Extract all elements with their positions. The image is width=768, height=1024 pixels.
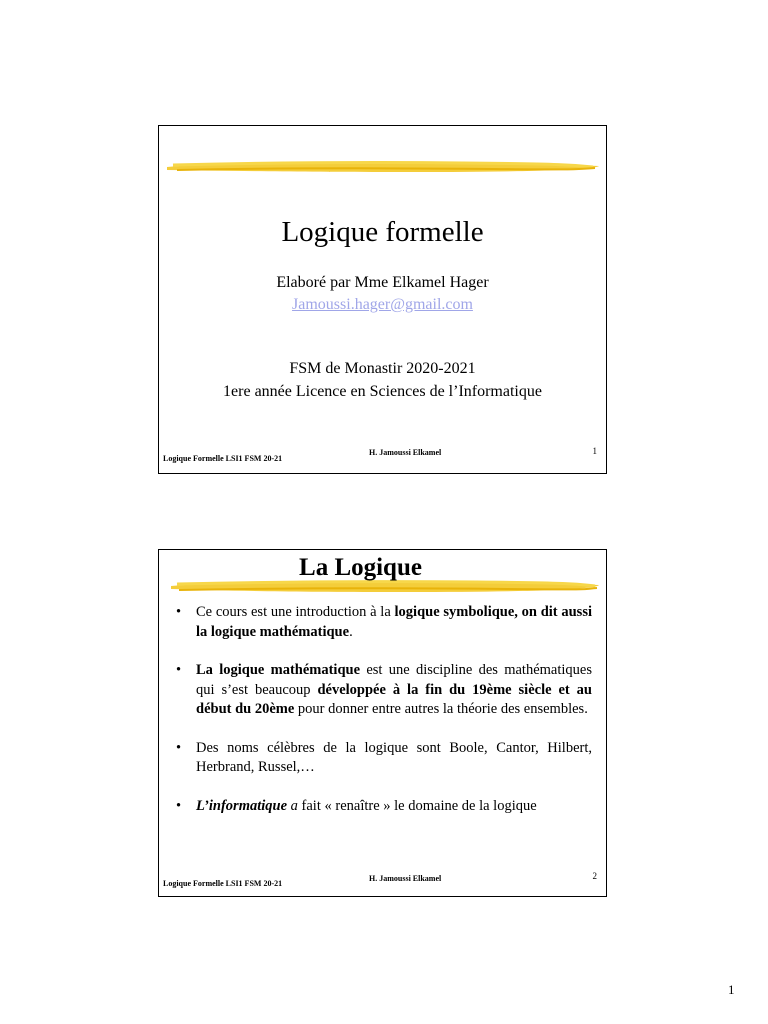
bullet-list	[175, 603, 592, 835]
author-line: Elaboré par Mme Elkamel Hager	[276, 274, 489, 291]
bullet-icon: •	[176, 604, 182, 620]
bullet-icon: •	[176, 797, 182, 814]
program-line: 1ere année Licence en Sciences de l’Informatique	[223, 383, 542, 400]
slide-1	[158, 125, 607, 474]
slide-title: Logique formelle	[281, 216, 484, 248]
institution-line: FSM de Monastir 2020-2021	[289, 360, 476, 377]
footer-author: H. Jamoussi Elkamel	[369, 448, 442, 457]
page-number: 1	[728, 982, 735, 997]
slide-number: 1	[592, 446, 597, 456]
footer-course: Logique Formelle LSI1 FSM 20-21	[163, 879, 283, 888]
bullet-item: • L’informatique a fait « renaître » le domaine de la logique	[175, 797, 592, 817]
yellow-brush-stroke	[163, 156, 603, 178]
slide-title: La Logique	[299, 554, 422, 581]
footer-course: Logique Formelle LSI1 FSM 20-21	[163, 454, 283, 463]
bullet-item: • La logique mathématique est une discipline des mathématiques qui s’est beaucoup développée à la fin du 19ème siècle et au début du 20ème pour donner entre autres la théorie des ensembles.	[176, 662, 593, 717]
email-link[interactable]: Jamoussi.hager@gmail.com	[292, 296, 473, 313]
footer-author: H. Jamoussi Elkamel	[369, 874, 442, 883]
slide-2	[158, 549, 607, 897]
bullet-item: • Ce cours est une introduction à la logique symbolique, on dit aussi la logique mathématique.	[176, 604, 592, 640]
slide-number: 2	[592, 871, 597, 881]
bullet-icon: •	[176, 739, 182, 756]
bullet-item: • Des noms célèbres de la logique sont Boole, Cantor, Hilbert, Herbrand, Russel,…	[176, 739, 592, 775]
bullet-icon: •	[176, 662, 182, 678]
